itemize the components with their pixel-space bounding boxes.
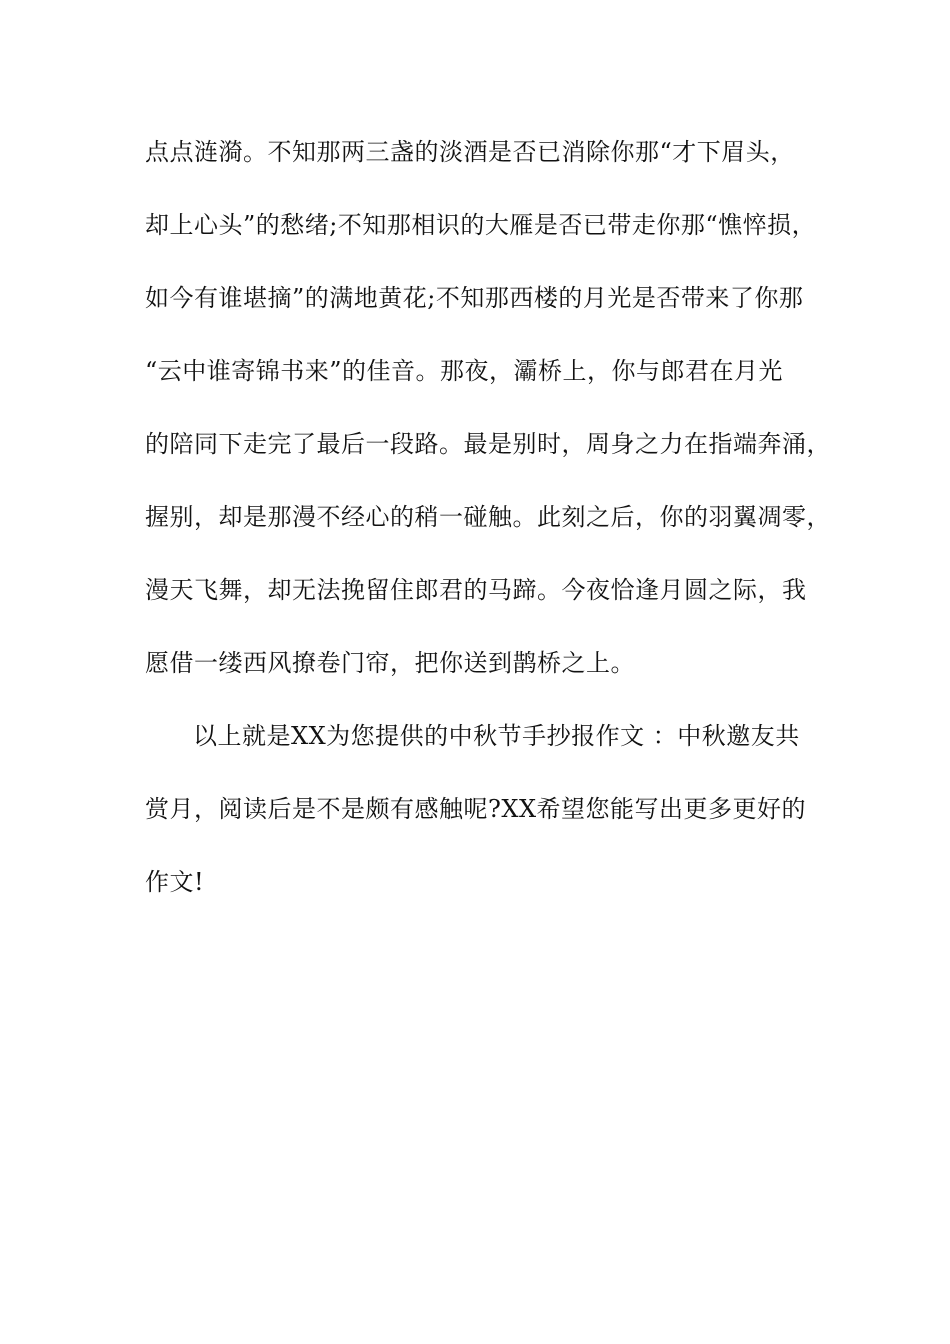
text-line: 点点涟漪。不知那两三盏的淡酒是否已消除你那“才下眉头， [145, 138, 795, 166]
text-line: “云中谁寄锦书来”的佳音。那夜，灞桥上，你与郎君在月光 [145, 357, 784, 385]
text-line: 赏月，阅读后是不是颇有感触呢?XX希望您能写出更多更好的 [145, 795, 807, 823]
text-line: 如今有谁堪摘”的满地黄花;不知那西楼的月光是否带来了你那 [145, 284, 804, 312]
text-line: 愿借一缕西风撩卷门帘，把你送到鹊桥之上。 [145, 649, 635, 677]
text-line: 作文! [145, 868, 205, 896]
text-line: 以上就是XX为您提供的中秋节手抄报作文 ：中秋邀友共 [193, 722, 800, 750]
text-line: 握别，却是那漫不经心的稍一碰触。此刻之后，你的羽翼凋零， [145, 503, 831, 531]
text-line: 漫天飞舞，却无法挽留住郎君的马蹄。今夜恰逢月圆之际，我 [145, 576, 807, 604]
text-line: 的陪同下走完了最后一段路。最是别时，周身之力在指端奔涌， [145, 430, 831, 458]
text-line: 却上心头”的愁绪;不知那相识的大雁是否已带走你那“憔悴损， [145, 211, 817, 239]
